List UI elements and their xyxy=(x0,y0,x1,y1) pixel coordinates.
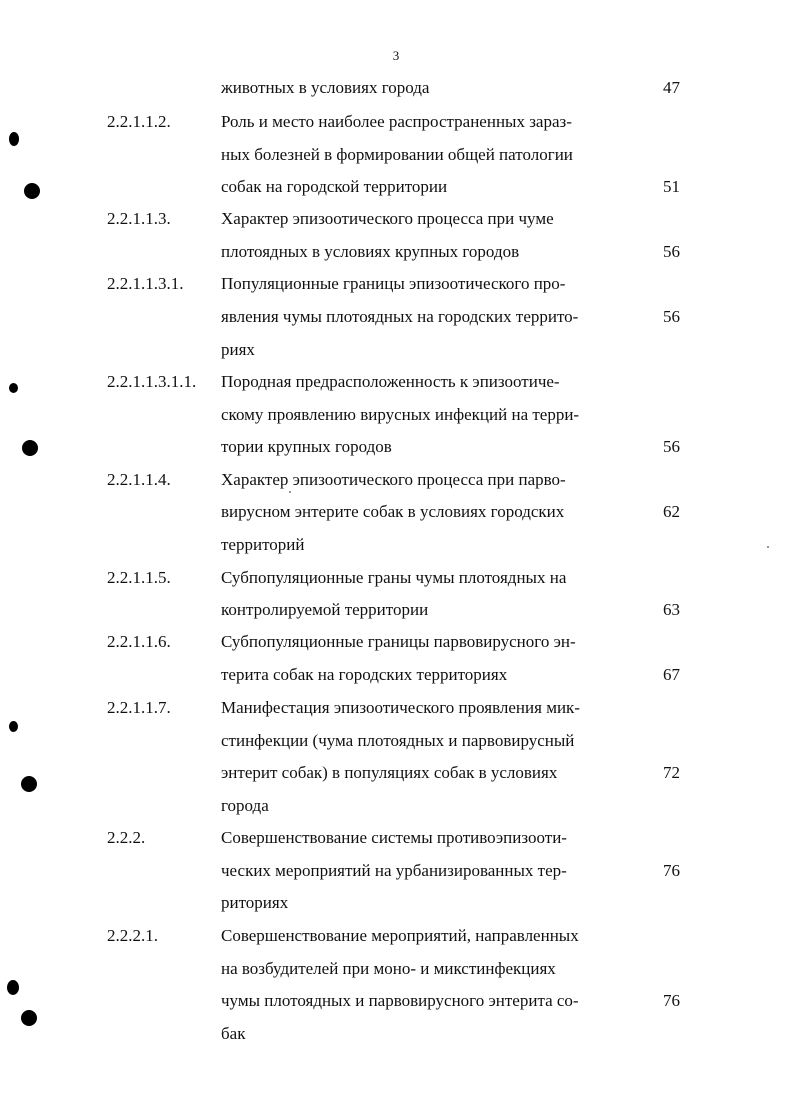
toc-entry-text: чумы плотоядных и парвовирусного энтерита со- xyxy=(221,991,579,1010)
toc-entry-page: 47 xyxy=(663,78,680,97)
toc-entry-text: на возбудителей при моно- и микстинфекциях xyxy=(221,959,556,978)
toc-entry-page: 67 xyxy=(663,665,680,684)
punch-mark xyxy=(9,132,19,146)
toc-entry-text: Манифестация эпизоотического проявления мик- xyxy=(221,698,580,717)
toc-entry-text: Популяционные границы эпизоотического про- xyxy=(221,274,566,293)
punch-hole xyxy=(21,776,37,792)
toc-entry-text: ческих мероприятий на урбанизированных тер- xyxy=(221,861,567,880)
toc-entry-text: контролируемой территории xyxy=(221,600,429,619)
toc-entry-page: 51 xyxy=(663,177,680,196)
toc-entry-number: 2.2.1.1.6. xyxy=(107,632,171,651)
toc-entry-text: Совершенствование мероприятий, направленных xyxy=(221,926,579,945)
toc-entry-text: тории крупных городов xyxy=(221,437,392,456)
toc-entry-number: 2.2.1.1.3. xyxy=(107,209,171,228)
toc-entry-number: 2.2.1.1.3.1.1. xyxy=(107,372,197,391)
toc-entry-text: Субпопуляционные граны чумы плотоядных на xyxy=(221,568,567,587)
toc-entry-page: 56 xyxy=(663,307,680,326)
toc-entry-text: ных болезней в формировании общей патологии xyxy=(221,145,573,164)
toc-entry-text: Роль и место наиболее распространенных зараз- xyxy=(221,112,572,131)
punch-mark xyxy=(7,980,19,995)
toc-entry-text: явления чумы плотоядных на городских террито- xyxy=(221,307,579,326)
toc-entry-page: 56 xyxy=(663,437,680,456)
punch-hole xyxy=(22,440,38,456)
punch-mark xyxy=(9,383,18,393)
toc-entry-number: 2.2.1.1.2. xyxy=(107,112,171,131)
toc-entry-text: Породная предрасположенность к эпизоотиче- xyxy=(221,372,560,391)
punch-mark xyxy=(9,721,18,732)
toc-entry-page: 62 xyxy=(663,502,680,521)
toc-entry-text: скому проявлению вирусных инфекций на терри- xyxy=(221,405,580,424)
toc-entry-text: бак xyxy=(221,1024,246,1043)
toc-entry-text: Характер эпизоотического процесса при парво- xyxy=(221,470,566,489)
toc-entry-text: собак на городской территории xyxy=(221,177,448,196)
page-number: 3 xyxy=(392,48,400,63)
toc-entry-text: риях xyxy=(221,340,255,359)
punch-hole xyxy=(21,1010,37,1026)
toc-entry-text: риториях xyxy=(221,893,289,912)
toc-entry-text: Субпопуляционные границы парвовирусного эн- xyxy=(221,632,576,651)
toc-entry-text: плотоядных в условиях крупных городов xyxy=(221,242,520,261)
toc-entry-text: города xyxy=(221,796,269,815)
toc-entry-text: Совершенствование системы противоэпизооти- xyxy=(221,828,567,847)
punch-hole xyxy=(24,183,40,199)
toc-entry-page: 72 xyxy=(663,763,680,782)
toc-entry-page: 76 xyxy=(663,991,680,1010)
speck xyxy=(289,491,291,493)
toc-entry-number: 2.2.1.1.4. xyxy=(107,470,171,489)
toc-entry-text: стинфекции (чума плотоядных и парвовирусный xyxy=(221,731,575,750)
toc-entry-text: территорий xyxy=(221,535,305,554)
toc-entry-page: 63 xyxy=(663,600,680,619)
toc-entry-text: животных в условиях города xyxy=(221,78,430,97)
toc-entry-text: Характер эпизоотического процесса при чуме xyxy=(221,209,554,228)
toc-entry-number: 2.2.2.1. xyxy=(107,926,158,945)
toc-entry-number: 2.2.1.1.7. xyxy=(107,698,171,717)
toc-entry-number: 2.2.1.1.5. xyxy=(107,568,171,587)
toc-entry-text: терита собак на городских территориях xyxy=(221,665,508,684)
toc-entry-page: 76 xyxy=(663,861,680,880)
toc-entry-text: энтерит собак) в популяциях собак в условиях xyxy=(221,763,558,782)
speck xyxy=(767,546,769,548)
toc-entry-number: 2.2.1.1.3.1. xyxy=(107,274,184,293)
toc-entry-text: вирусном энтерите собак в условиях городских xyxy=(221,502,565,521)
toc-entry-number: 2.2.2. xyxy=(107,828,146,847)
toc-entry-page: 56 xyxy=(663,242,680,261)
